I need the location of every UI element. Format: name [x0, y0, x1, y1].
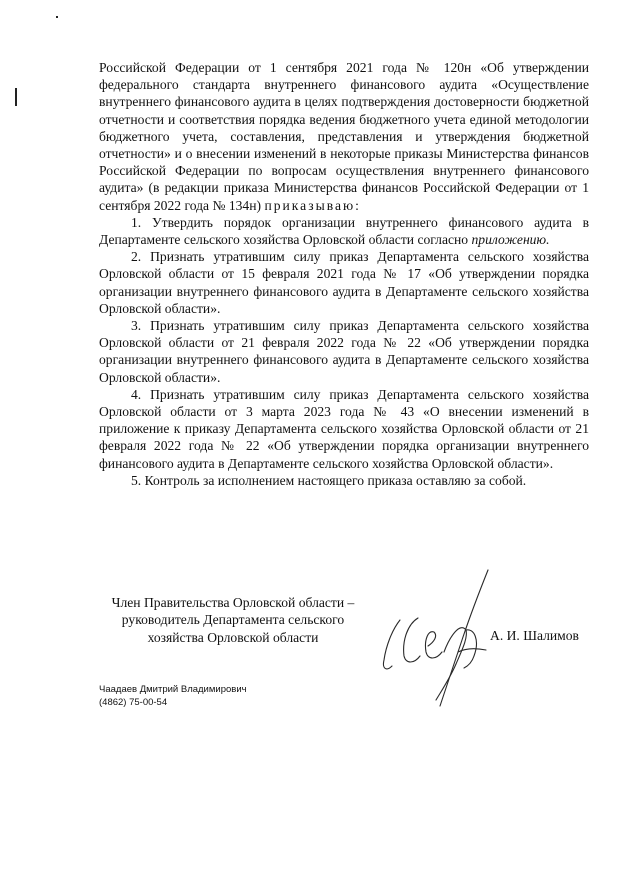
item-3: 3. Признать утратившим силу приказ Департамента сельского хозяйства Орловской области от 21 февраля 2022 года № 22 «Об утверждении порядка организации внутреннего финансового аудита в Департаменте сельского хозяйства Орловской области». — [99, 318, 589, 385]
item-4: 4. Признать утратившим силу приказ Департамента сельского хозяйства Орловской области от 3 марта 2023 года № 43 «О внесении изменений в приложение к приказу Департамента сельского хозяйства Орловской области от 21 февраля 2022 года № 22 «Об утверждении порядка организации внутреннего финансового аудита в Департаменте сельского хозяйства Орловской области». — [99, 386, 589, 471]
signer-position-line-1: Член Правительства Орловской области – — [111, 595, 355, 610]
lead-text: Российской Федерации от 1 сентября 2021 года № 120н «Об утверждении федерального стандарта внутреннего финансового аудита «Осуществление внутреннего финансового аудита в целях подтверждения достоверности бюджетной отчетности и соответствия порядка ведения бюджетного учета единой методологии бюджетного учета, составления, представления и утверждения бюджетной отчетности» и о внесении изменений в некоторые приказы Министерства финансов Российской Федерации по вопросам осуществления внутреннего финансового аудита» (в редакции приказа Министерства финансов Российской Федерации от 1 сентября 2022 года № 134н) — [99, 60, 589, 213]
scan-artifact-dot — [56, 16, 58, 18]
scan-artifact-bar — [15, 88, 17, 106]
item-5: 5. Контроль за исполнением настоящего приказа оставляю за собой. — [131, 472, 527, 488]
document-body — [99, 59, 589, 489]
executor-info — [99, 683, 247, 709]
executor-phone: (4862) 75-00-54 — [99, 697, 168, 708]
item-1-text: 1. Утвердить порядок организации внутреннего финансового аудита в Департаменте сельского хозяйства Орловской области согласно — [99, 214, 589, 248]
signer-position-line-2: руководитель Департамента сельского — [121, 612, 345, 628]
item-1-appendix-link: приложению. — [471, 232, 550, 248]
order-word: приказываю: — [264, 197, 361, 213]
lead-paragraph — [99, 59, 589, 214]
item-1 — [99, 214, 589, 248]
signer-name: А. И. Шалимов — [490, 628, 579, 643]
signer-position — [96, 594, 370, 646]
executor-name: Чаадаев Дмитрий Владимирович — [99, 684, 247, 695]
signer-position-line-3: хозяйства Орловской области — [147, 629, 319, 645]
item-2: 2. Признать утратившим силу приказ Департамента сельского хозяйства Орловской области от 15 февраля 2021 года № 17 «Об утверждении порядка организации внутреннего финансового аудита в Департаменте сельского хозяйства Орловской области». — [99, 249, 589, 316]
